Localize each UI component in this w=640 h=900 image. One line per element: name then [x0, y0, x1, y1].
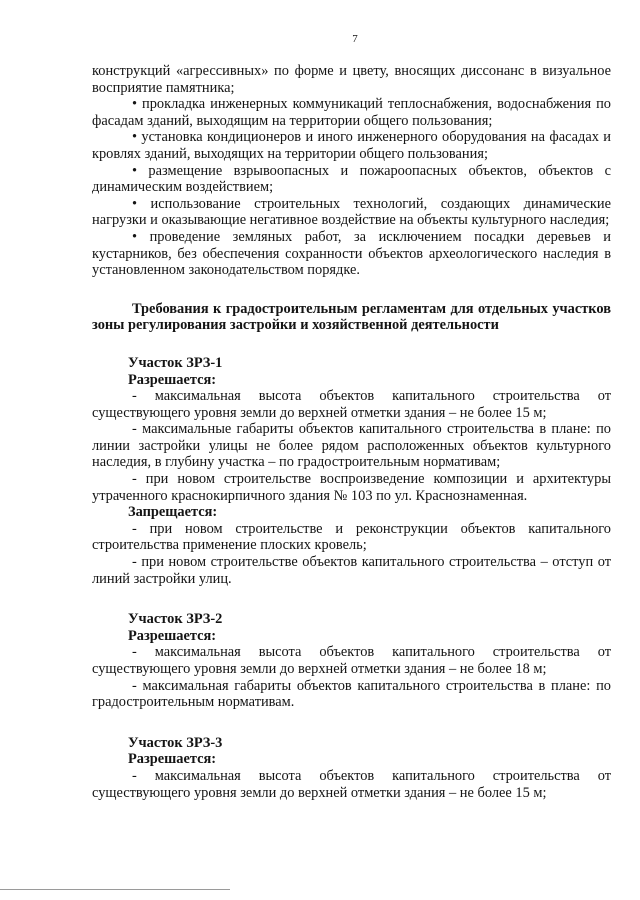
- section-title-zrz-1: Участок ЗРЗ-1: [128, 354, 223, 371]
- allowed-label: Разрешается:: [128, 627, 217, 644]
- list-item: - максимальные габариты объектов капитального строительства в плане: по линии застройки улицы не более рядом расположенных объектов культурного наследия, в глубину участка – по градостроительным нормативам;: [92, 421, 611, 471]
- list-item: - при новом строительстве объектов капитального строительства – отступ от линий застройки улиц.: [92, 554, 611, 587]
- document-body: [92, 63, 611, 801]
- footnote-separator: [0, 889, 230, 890]
- list-item: - максимальная высота объектов капитального строительства от существующего уровня земли до верхней отметки здания – не более 15 м;: [92, 767, 611, 801]
- list-item: • использование строительных технологий, создающих динамические нагрузки и оказывающие негативное воздействие на объекты культурного наследия;: [92, 195, 611, 229]
- allowed-label: Разрешается:: [128, 371, 217, 388]
- section-title-zrz-2: Участок ЗРЗ-2: [128, 611, 223, 628]
- section-heading: Требования к градостроительным регламентам для отдельных участков зоны регулирования застройки и хозяйственной деятельности: [92, 300, 611, 334]
- list-item: - максимальная высота объектов капитального строительства от существующего уровня земли до верхней отметки здания – не более 15 м;: [92, 388, 611, 421]
- section-title-zrz-3: Участок ЗРЗ-3: [128, 734, 223, 751]
- forbidden-label: Запрещается:: [128, 504, 218, 521]
- list-item: - при новом строительстве и реконструкции объектов капитального строительства применение плоских кровель;: [92, 520, 611, 554]
- allowed-label: Разрешается:: [128, 751, 217, 768]
- list-item: конструкций «агрессивных» по форме и цвету, вносящих диссонанс в визуальное восприятие памятника;: [92, 63, 611, 96]
- page-number: 7: [352, 33, 358, 45]
- list-item: • проведение земляных работ, за исключением посадки деревьев и кустарников, без обеспечения сохранности объектов археологического наследия в установленном законодательством порядке.: [92, 228, 611, 279]
- list-item: • размещение взрывоопасных и пожароопасных объектов, объектов с динамическим воздействием;: [92, 162, 611, 196]
- list-item: - максимальная высота объектов капитального строительства от существующего уровня земли до верхней отметки здания – не более 18 м;: [92, 644, 611, 677]
- list-item: • установка кондиционеров и иного инженерного оборудования на фасадах и кровлях зданий, выходящих на территории общего пользования;: [92, 129, 611, 162]
- list-item: - максимальная габариты объектов капитального строительства в плане: по градостроительным нормативам.: [92, 677, 611, 711]
- list-item: - при новом строительстве воспроизведение композиции и архитектуры утраченного краснокирпичного здания № 103 по ул. Краснознаменная.: [92, 471, 611, 504]
- list-item: • прокладка инженерных коммуникаций теплоснабжения, водоснабжения по фасадам зданий, выходящим на территории общего пользования;: [92, 96, 611, 129]
